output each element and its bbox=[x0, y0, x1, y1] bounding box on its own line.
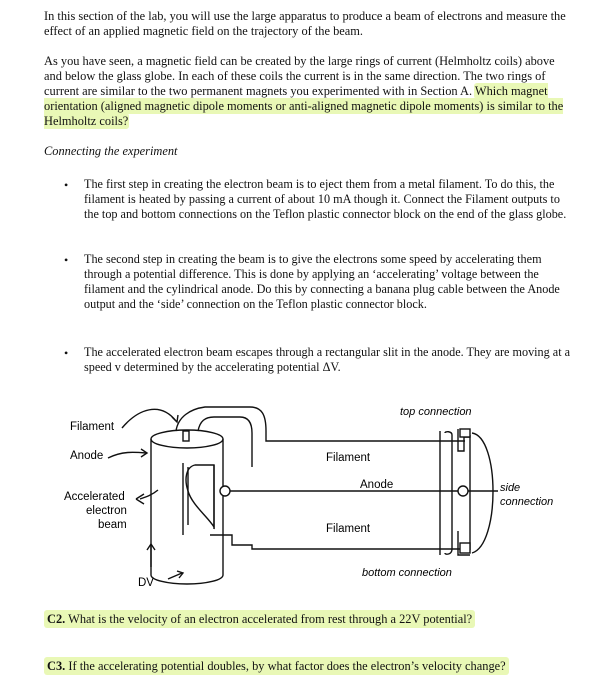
bullet-marker-3: • bbox=[64, 346, 69, 360]
anode-shape bbox=[186, 465, 214, 527]
bullet-text-2: The second step in creating the beam is to give the electrons some speed by accelerating them through a potential difference. This is done by applying an ‘accelerating’ voltage between the filament and the cylindrical anode. Do this by connecting a banana plug cable between the Anode output and the ‘side’ connection on the Teflon plastic connector block. bbox=[84, 252, 560, 311]
bullet-text-1: The first step in creating the electron beam is to eject them from a metal filament. To do this, the filament is heated by passing a current of about 10 mA though it. Connect the Filament outputs to the top and bottom connections on the Teflon plastic connector block on the end of the glass globe. bbox=[84, 177, 567, 221]
question-c3 bbox=[44, 659, 509, 674]
label-connection: connection bbox=[500, 496, 554, 508]
question-c2-highlight bbox=[44, 610, 475, 628]
label-anode-left: Anode bbox=[70, 450, 104, 462]
anode-pointer-arrow bbox=[108, 452, 146, 458]
filament-pointer-arrow bbox=[122, 409, 176, 428]
question-c3-label: C3. bbox=[47, 659, 66, 673]
label-filament-top: Filament bbox=[326, 452, 371, 464]
label-dv: DV bbox=[138, 577, 154, 589]
label-bottom-connection: bottom connection bbox=[362, 567, 452, 579]
section-heading: Connecting the experiment bbox=[44, 144, 178, 158]
bullet-marker-1: • bbox=[64, 178, 69, 192]
question-c2-text: What is the velocity of an electron accelerated from rest through a 22V potential? bbox=[68, 612, 473, 626]
question-c3-highlight bbox=[44, 657, 509, 675]
label-filament-bottom: Filament bbox=[326, 523, 371, 535]
cylinder-bottom bbox=[151, 575, 223, 584]
question-c3-text: If the accelerating potential doubles, by what factor does the electron’s velocity change? bbox=[68, 659, 506, 673]
label-beam: beam bbox=[98, 519, 127, 531]
label-electron: electron bbox=[86, 505, 127, 517]
question-c2-label: C2. bbox=[47, 612, 66, 626]
helmholtz-text: As you have seen, a magnetic field can be created by the large rings of current (Helmholtz coils) above and below the glass globe. In each of these coils the current is in the same direction. The two rings of current are similar to the two permanent magnets you experimented with in Section A. bbox=[44, 54, 555, 99]
helmholtz-question-highlight: Which magnet orientation (aligned magnetic dipole moments or anti-aligned magnetic dipole moments) is similar to the Helmholtz coils? bbox=[44, 84, 564, 129]
anode-connector bbox=[220, 486, 230, 496]
helmholtz-paragraph bbox=[44, 54, 572, 129]
side-connector bbox=[458, 486, 468, 496]
intro-paragraph: In this section of the lab, you will use the large apparatus to produce a beam of electrons and measure the effect of an applied magnetic field on the trajectory of the beam. bbox=[44, 9, 566, 39]
question-c2 bbox=[44, 612, 475, 627]
bullet-marker-2: • bbox=[64, 253, 69, 267]
label-filament-left: Filament bbox=[70, 421, 115, 433]
label-accelerated: Accelerated bbox=[64, 491, 125, 503]
apparatus-diagram bbox=[0, 395, 612, 595]
label-top-connection: top connection bbox=[400, 406, 472, 418]
bullet-text-3: The accelerated electron beam escapes through a rectangular slit in the anode. They are moving at a speed v determined by the accelerating potential ΔV. bbox=[84, 345, 571, 374]
label-side: side bbox=[500, 482, 521, 494]
label-anode-mid: Anode bbox=[360, 479, 394, 491]
